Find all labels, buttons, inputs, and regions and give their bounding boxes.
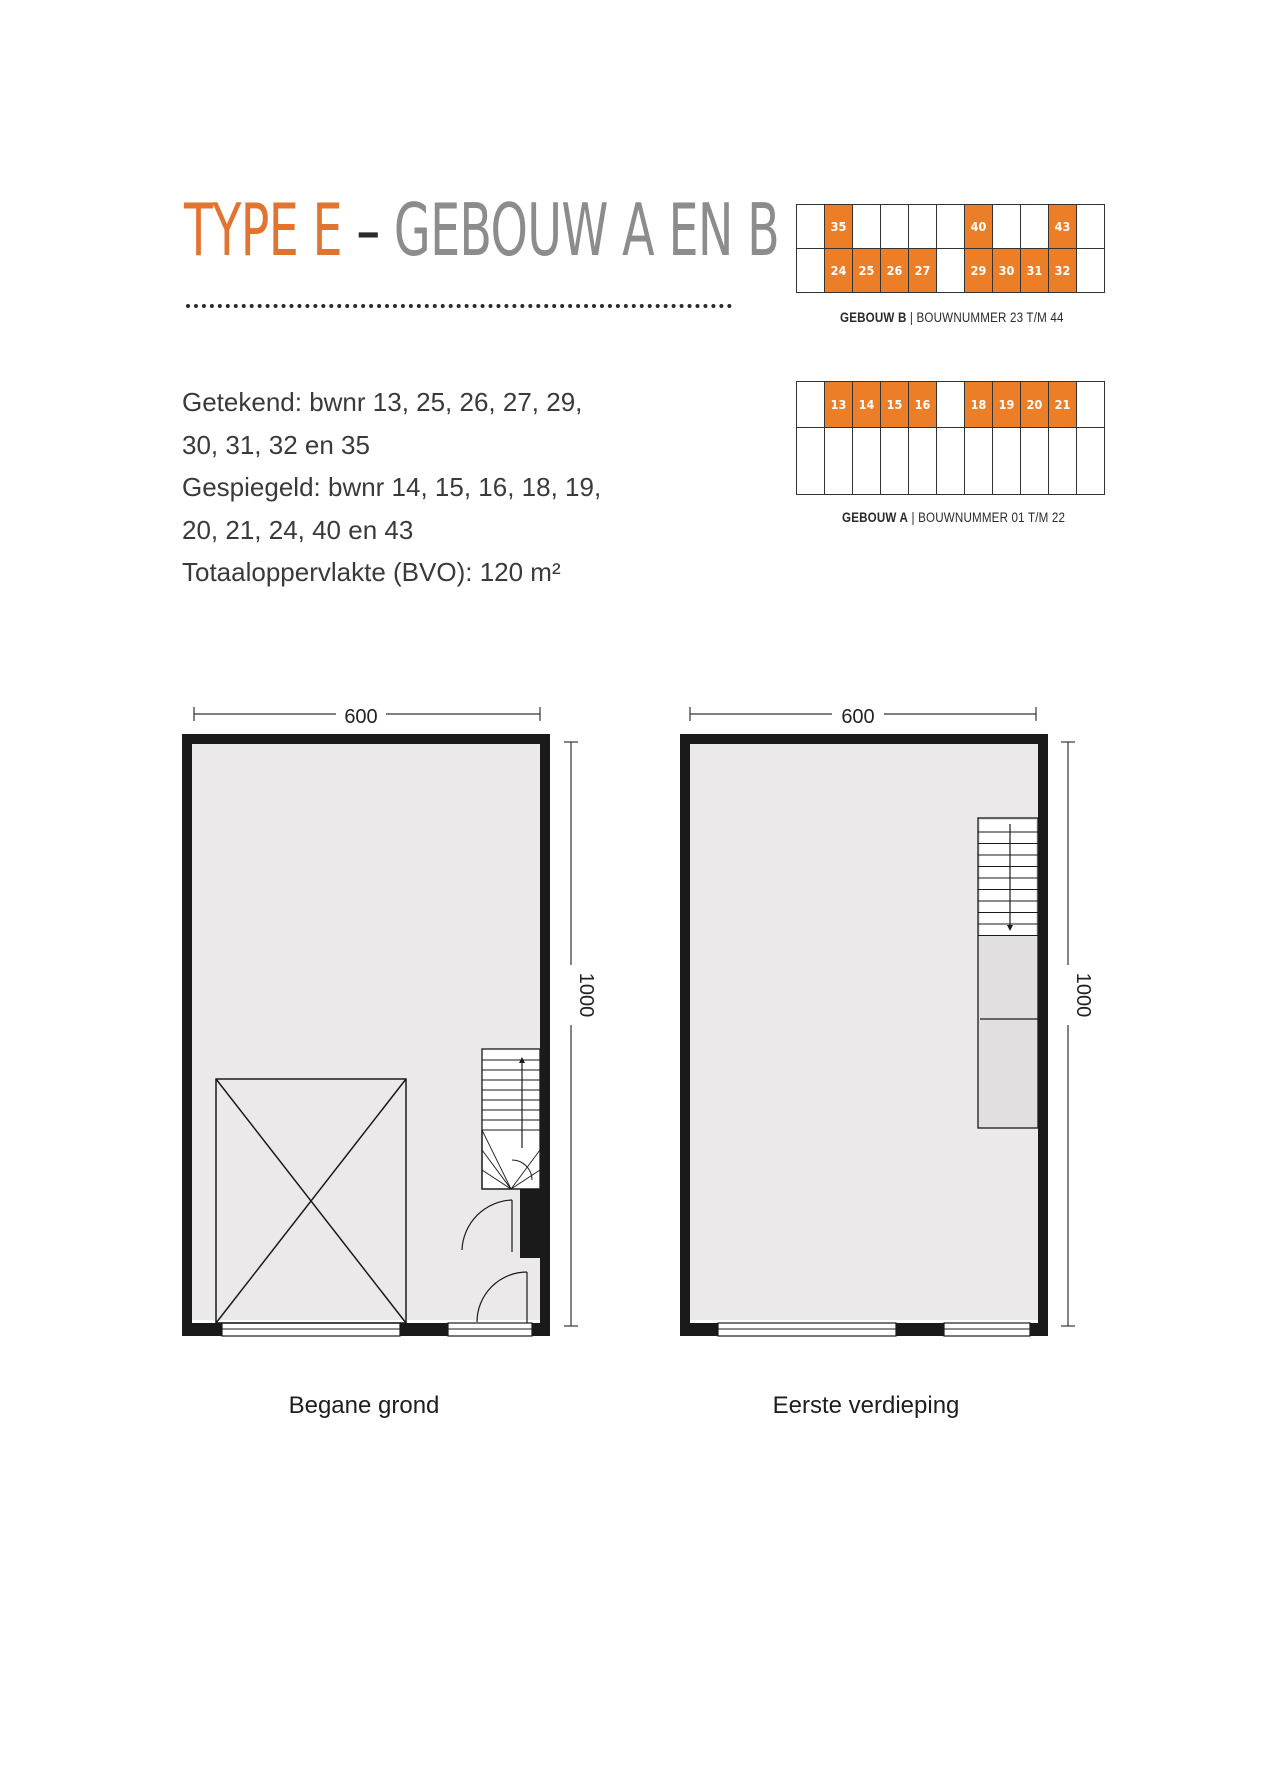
ground-floor-plan (182, 706, 597, 1336)
first-floor-plan (680, 706, 1094, 1336)
unit-cell: 30 (993, 249, 1021, 293)
building-a-label: GEBOUW A | BOUWNUMMER 01 T/M 22 (842, 510, 1066, 525)
title-dash: – (341, 188, 394, 272)
first-floor-width-label: 600 (841, 706, 875, 728)
unit-cell: 31 (1021, 249, 1049, 293)
unit-cell: 29 (965, 249, 993, 293)
unit-cell: 35 (825, 205, 853, 249)
ground-floor-room (190, 742, 540, 1320)
info-line: 30, 31, 32 en 35 (182, 429, 370, 460)
unit-cell: 43 (1049, 205, 1077, 249)
unit-cell: 18 (965, 382, 993, 428)
unit-cell: 14 (853, 382, 881, 428)
unit-cell: 20 (1021, 382, 1049, 428)
info-line: Getekend: bwnr 13, 25, 26, 27, 29, (182, 387, 583, 417)
first-floor-depth-label: 1000 (1072, 972, 1094, 1018)
info-line: Totaaloppervlakte (BVO): 120 m² (182, 557, 561, 587)
unit-cell: 26 (881, 249, 909, 293)
ground-floor-staircase (482, 1049, 540, 1189)
unit-cell: 27 (909, 249, 937, 293)
ground-floor-depth-label: 1000 (575, 972, 597, 1018)
ground-floor-depth-dimension (564, 742, 578, 1326)
unit-cell: 19 (993, 382, 1021, 428)
first-floor-depth-dimension (1061, 742, 1075, 1326)
info-line: 20, 21, 24, 40 en 43 (182, 514, 414, 545)
unit-cell: 13 (825, 382, 853, 428)
building-b-label: GEBOUW B | BOUWNUMMER 23 T/M 44 (840, 310, 1064, 325)
unit-cell: 32 (1049, 249, 1077, 293)
title-building: GEBOUW A EN B (393, 188, 780, 272)
unit-cell: 25 (853, 249, 881, 293)
ground-floor-label: Begane grond (288, 1392, 440, 1419)
unit-cell: 16 (909, 382, 937, 428)
first-floor-label: Eerste verdieping (772, 1392, 960, 1419)
info-line: Gespiegeld: bwnr 14, 15, 16, 18, 19, (182, 472, 602, 502)
unit-cell: 40 (965, 205, 993, 249)
title-type: TYPE E (184, 188, 342, 272)
unit-cell: 24 (825, 249, 853, 293)
unit-cell: 21 (1049, 382, 1077, 428)
unit-cell: 15 (881, 382, 909, 428)
first-floor-staircase (978, 818, 1038, 1128)
ground-floor-width-label: 600 (344, 706, 378, 728)
